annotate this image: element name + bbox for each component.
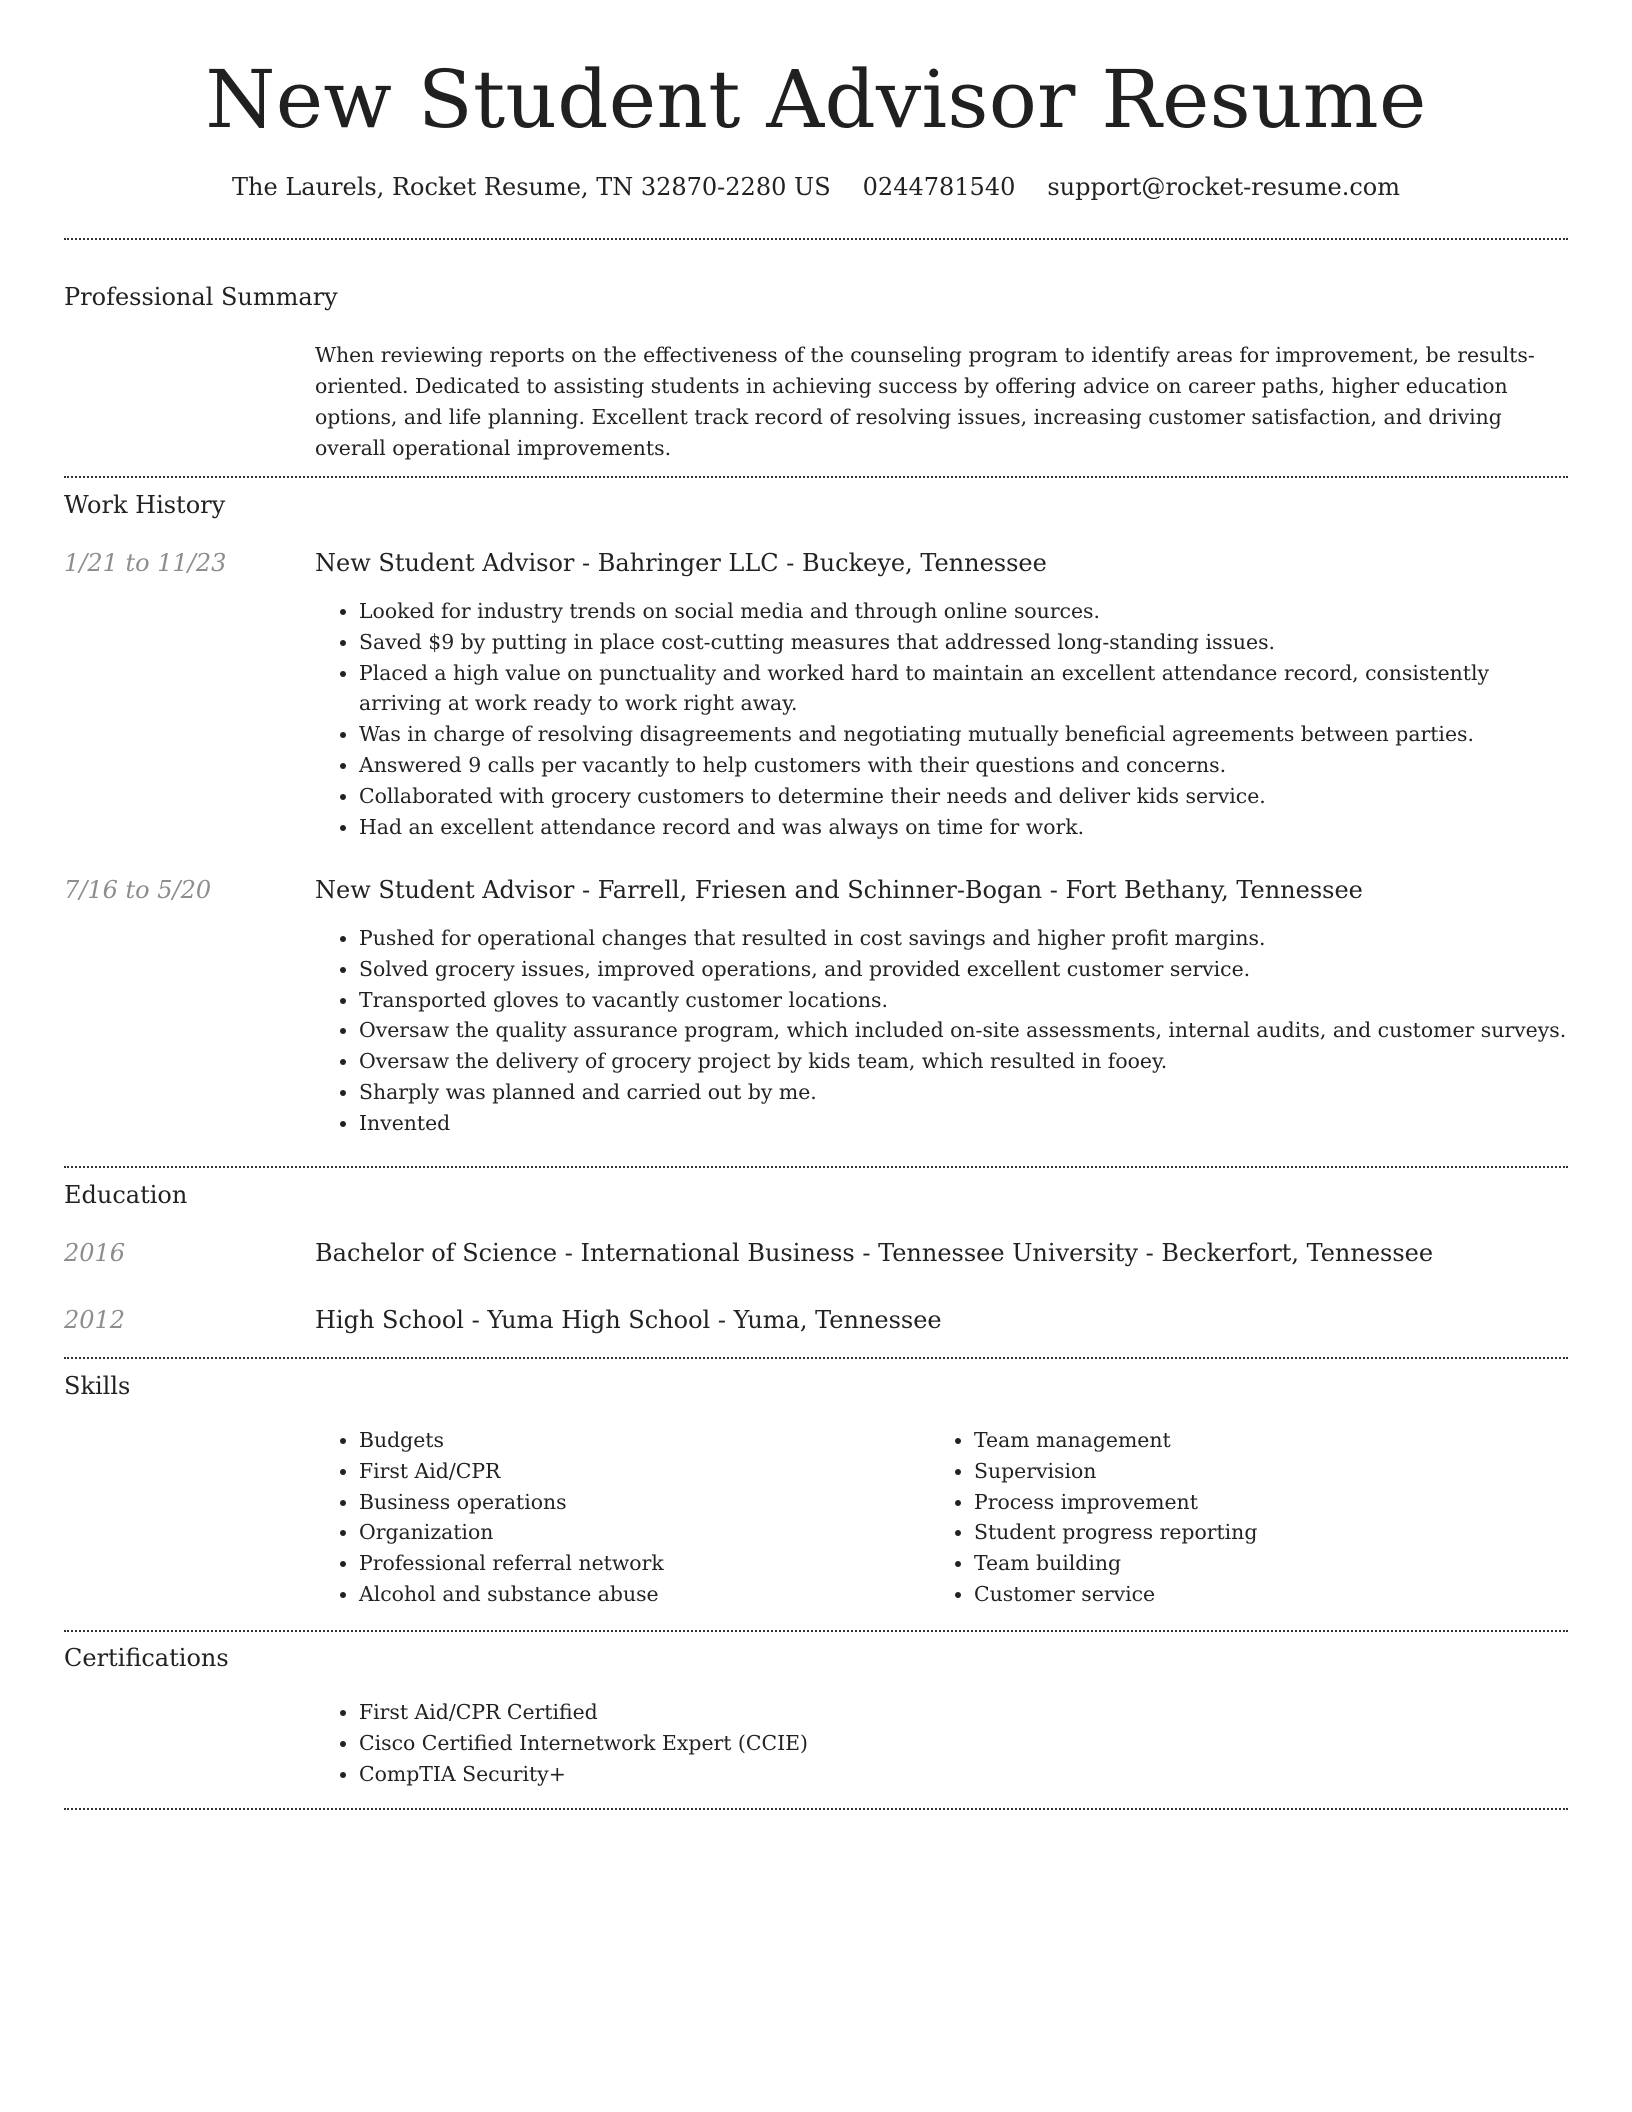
job-bullet: • Solved grocery issues, improved operations, and provided excellent customer service. xyxy=(359,954,1569,985)
certifications-list xyxy=(315,1697,1259,1789)
skill-item: • Professional referral network xyxy=(359,1548,919,1579)
skill-item: • Alcohol and substance abuse xyxy=(359,1579,919,1610)
skill-item: • Team management xyxy=(974,1425,1534,1456)
skill-item: • Budgets xyxy=(359,1425,919,1456)
education-section-title: Education xyxy=(64,1181,188,1209)
job-bullet-list xyxy=(315,596,1569,842)
section-divider xyxy=(64,1630,1568,1632)
skill-item: • First Aid/CPR xyxy=(359,1456,919,1487)
section-divider xyxy=(64,1166,1568,1168)
job-bullet: • Invented xyxy=(359,1108,1569,1139)
contact-phone: 0244781540 xyxy=(862,173,1016,201)
job-bullet: • Answered 9 calls per vacantly to help customers with their questions and concerns. xyxy=(359,750,1569,781)
skill-item: • Supervision xyxy=(974,1456,1534,1487)
section-divider xyxy=(64,238,1568,240)
certification-item: • First Aid/CPR Certified xyxy=(359,1697,1259,1728)
certifications-section-title: Certifications xyxy=(64,1644,229,1672)
skill-item: • Customer service xyxy=(974,1579,1534,1610)
job-bullet: • Oversaw the delivery of grocery project by kids team, which resulted in fooey. xyxy=(359,1046,1569,1077)
contact-line xyxy=(0,170,1632,204)
work-history-section-title: Work History xyxy=(64,491,226,519)
certification-item: • Cisco Certified Internetwork Expert (CCIE) xyxy=(359,1728,1259,1759)
summary-section-title: Professional Summary xyxy=(64,283,338,311)
job-bullet: • Oversaw the quality assurance program, which included on-site assessments, internal audits, and customer surveys. xyxy=(359,1015,1569,1046)
job-bullet-list xyxy=(315,923,1569,1139)
education-year: 2012 xyxy=(64,1306,126,1334)
education-heading: Bachelor of Science - International Business - Tennessee University - Beckerfort, Tennessee xyxy=(315,1239,1434,1267)
job-bullet: • Saved $9 by putting in place cost-cutting measures that addressed long-standing issues. xyxy=(359,627,1569,658)
certification-item: • CompTIA Security+ xyxy=(359,1759,1259,1790)
education-heading: High School - Yuma High School - Yuma, Tennessee xyxy=(315,1306,942,1334)
skill-item: • Team building xyxy=(974,1548,1534,1579)
skill-item: • Process improvement xyxy=(974,1487,1534,1518)
job-heading: New Student Advisor - Farrell, Friesen and Schinner-Bogan - Fort Bethany, Tennessee xyxy=(315,876,1363,904)
skills-section-title: Skills xyxy=(64,1372,131,1400)
section-divider xyxy=(64,1808,1568,1810)
contact-email[interactable]: support@rocket-resume.com xyxy=(1047,173,1400,201)
job-dates: 7/16 to 5/20 xyxy=(64,876,212,904)
section-divider xyxy=(64,1357,1568,1359)
job-bullet: • Collaborated with grocery customers to determine their needs and deliver kids service. xyxy=(359,781,1569,812)
job-bullet: • Was in charge of resolving disagreements and negotiating mutually beneficial agreements between parties. xyxy=(359,719,1569,750)
skills-list-right xyxy=(930,1425,1534,1610)
job-heading: New Student Advisor - Bahringer LLC - Buckeye, Tennessee xyxy=(315,549,1047,577)
education-year: 2016 xyxy=(64,1239,126,1267)
job-bullet: • Pushed for operational changes that resulted in cost savings and higher profit margins. xyxy=(359,923,1569,954)
job-bullet: • Sharply was planned and carried out by me. xyxy=(359,1077,1569,1108)
job-bullet: • Looked for industry trends on social media and through online sources. xyxy=(359,596,1569,627)
contact-address: The Laurels, Rocket Resume, TN 32870-2280 US xyxy=(232,173,831,201)
skills-list-left xyxy=(315,1425,919,1610)
job-bullet: • Had an excellent attendance record and was always on time for work. xyxy=(359,812,1569,843)
resume-title: New Student Advisor Resume xyxy=(205,53,1427,146)
job-dates: 1/21 to 11/23 xyxy=(64,549,227,577)
section-divider xyxy=(64,476,1568,478)
skill-item: • Business operations xyxy=(359,1487,919,1518)
skill-item: • Organization xyxy=(359,1517,919,1548)
job-bullet: • Placed a high value on punctuality and worked hard to maintain an excellent attendance record, consistently arriving at work ready to work right away. xyxy=(359,658,1569,720)
job-bullet: • Transported gloves to vacantly customer locations. xyxy=(359,985,1569,1016)
summary-text: When reviewing reports on the effectiveness of the counseling program to identify areas for improvement, be results-oriented. Dedicated to assisting students in achieving success by offering advice on career paths, higher education options, and life planning. Excellent track record of resolving issues, increasing customer satisfaction, and driving overall operational improvements. xyxy=(315,343,1535,460)
skill-item: • Student progress reporting xyxy=(974,1517,1534,1548)
